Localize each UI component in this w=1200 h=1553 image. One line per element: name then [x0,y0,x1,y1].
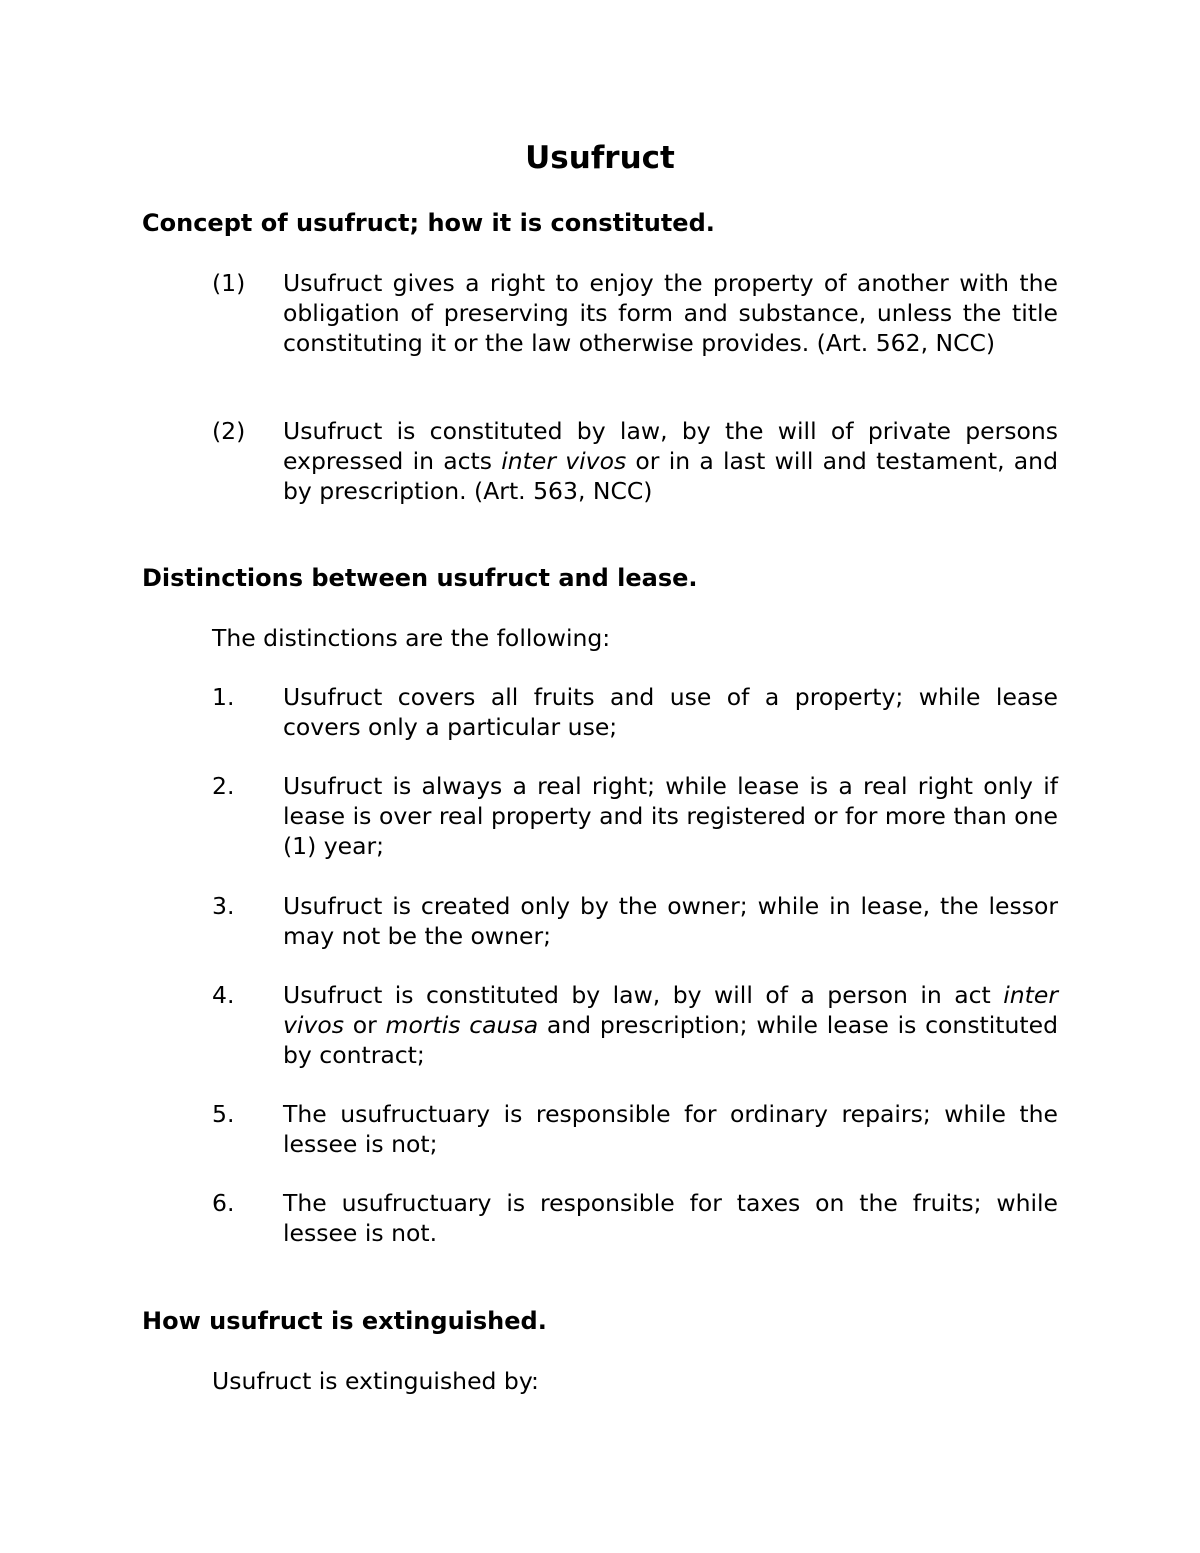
list-item-number: 2. [212,772,235,800]
list-item-number: (2) [212,417,246,445]
section-heading-concept: Concept of usufruct; how it is constituted. [142,209,715,237]
section-intro: Usufruct is extinguished by: [212,1367,539,1395]
list-item [212,682,1058,742]
list-item [212,1099,1058,1159]
list-item [212,1188,1058,1248]
list-item-number: 1. [212,683,235,711]
list-item-text: Usufruct is created only by the owner; while in lease, the lessor may not be the owner; [283,892,1058,950]
list-item-number: 6. [212,1189,235,1217]
list-item-text: The usufructuary is responsible for ordinary repairs; while the lessee is not; [283,1100,1058,1158]
latin-term: mortis causa [385,1011,539,1039]
list-item-text: Usufruct is constituted by law, by the will of private persons expressed in acts inter vivos or in a last will and testament, and by prescription. (Art. 563, NCC) [283,417,1058,505]
list-item [212,980,1058,1070]
document-title: Usufruct [525,140,675,176]
list-item [212,771,1058,861]
section-heading-extinguished: How usufruct is extinguished. [142,1307,547,1335]
latin-term: inter vivos [501,447,627,475]
list-item-text: Usufruct is always a real right; while lease is a real right only if lease is over real property and its registered or for more than one (1) year; [283,772,1058,860]
list-item-number: (1) [212,269,246,297]
list-item-number: 5. [212,1100,235,1128]
list-item-number: 3. [212,892,235,920]
list-item-text: Usufruct gives a right to enjoy the property of another with the obligation of preserving its form and substance, unless the title constituting it or the law otherwise provides. (Art. 562, NCC) [283,269,1058,357]
list-item [212,268,1058,358]
list-item-text: Usufruct is constituted by law, by will of a person in act inter vivos or mortis causa and prescription; while lease is constituted by contract; [283,981,1058,1069]
list-item-text: The usufructuary is responsible for taxes on the fruits; while lessee is not. [283,1189,1058,1247]
section-heading-distinctions: Distinctions between usufruct and lease. [142,564,698,592]
list-item-number: 4. [212,981,235,1009]
list-item-text: Usufruct covers all fruits and use of a property; while lease covers only a particular use; [283,683,1058,741]
latin-term: inter vivos [283,981,1058,1039]
list-item [212,416,1058,506]
section-intro: The distinctions are the following: [212,624,611,652]
list-item [212,891,1058,951]
